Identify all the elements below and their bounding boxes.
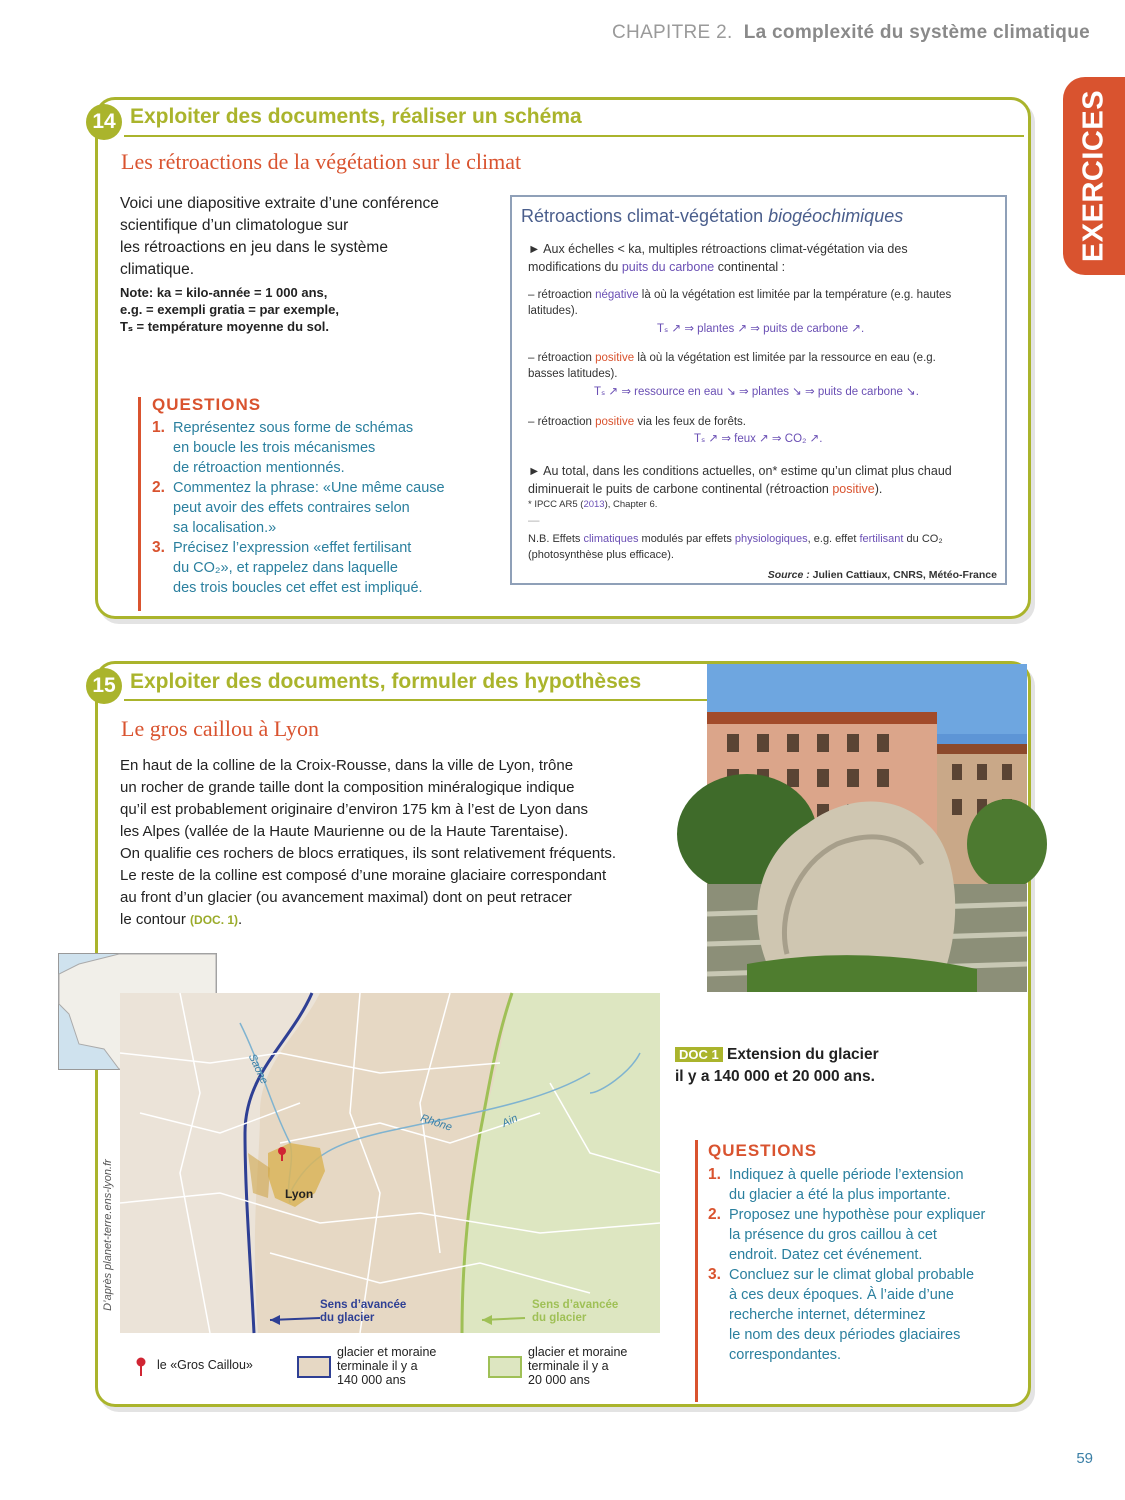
section-tab: EXERCICES xyxy=(1063,77,1125,275)
legend-green-swatch xyxy=(488,1356,522,1378)
slide-intro: ► Aux échelles < ka, multiples rétroactions climat-végétation via des modifications du puits du carbone continental : xyxy=(528,242,908,274)
ain-label: Ain xyxy=(500,1112,520,1130)
question-item: 2. Commentez la phrase: «Une même cause peut avoir des effets contraires selon sa localisation.» xyxy=(152,479,445,536)
exercise-14-subtitle: Les rétroactions de la végétation sur le climat xyxy=(121,149,522,174)
slide-formula: Tₛ ↗ ⇒ plantes ↗ ⇒ puits de carbone ↗. xyxy=(657,323,865,335)
slide-total: ► Au total, dans les conditions actuelles, on* estime qu’un climat plus chaud diminuerait le puits de carbone continental (rétroaction positive). xyxy=(528,464,952,496)
slide-positive-feedback-fire: – rétroaction positive via les feux de forêts. xyxy=(528,416,746,428)
slide-positive-feedback-water: – rétroaction positive là où la végétation est limitée par la ressource en eau (e.g. basses latitudes). xyxy=(528,352,936,380)
exercise-15-body: En haut de la colline de la Croix-Rousse, dans la ville de Lyon, trône un rocher de grande taille dont la composition minéralogique indique qu’il est probablement originaire d’environ 175 km à l’est de Lyon dans les Alpes (vallée de la Haute Maurienne ou de la Haute Tarentaise). On qualifie ces rochers de blocs erratiques, ils sont relativement fréquents. Le reste de la colline est composé d’une moraine glaciaire correspondant au front d’un glacier (ou avancement maximal) dont on peut retracer le contour (DOC. 1). xyxy=(120,757,617,928)
pin-icon xyxy=(135,1357,147,1377)
legend-green-label: glacier et moraine terminale il y a 20 000 ans xyxy=(528,1345,628,1387)
chapter-number: CHAPITRE 2. xyxy=(612,22,733,43)
saone-label: Saône xyxy=(245,1052,271,1086)
glacier-extent-map xyxy=(101,993,660,1333)
doc1-caption: DOC 1 Extension du glacier il y a 140 000 et 20 000 ans. xyxy=(675,1046,879,1085)
legend-pin-label: le «Gros Caillou» xyxy=(157,1358,253,1372)
questions-title: QUESTIONS xyxy=(152,395,262,414)
slide-title: Rétroactions climat-végétation biogéochimiques xyxy=(521,206,904,226)
slide-source: Source : Julien Cattiaux, CNRS, Météo-France xyxy=(767,569,997,581)
exercise-14-number: 14 xyxy=(86,104,122,140)
question-item: 1. Indiquez à quelle période l’extension du glacier a été la plus importante. xyxy=(708,1166,964,1203)
chapter-header xyxy=(612,22,1090,44)
slide-nb: N.B. Effets climatiques modulés par effets physiologiques, e.g. effet fertilisant du CO₂ (photosynthèse plus efficace). xyxy=(528,533,943,561)
exercise-14-questions xyxy=(152,418,492,598)
slide-footnote: * IPCC AR5 (2013), Chapter 6. xyxy=(528,499,658,510)
slide-formula: Tₛ ↗ ⇒ ressource en eau ↘ ⇒ plantes ↘ ⇒ puits de carbone ↘. xyxy=(594,386,919,398)
slide-separator: — xyxy=(528,515,540,527)
question-item: 3. Précisez l’expression «effet fertilisant du CO₂», et rappelez dans laquelle des trois boucles cet effet est impliqué. xyxy=(152,539,423,596)
lyon-label: Lyon xyxy=(285,1187,314,1201)
title-underline xyxy=(124,135,1024,137)
questions-bar xyxy=(695,1140,698,1402)
doc1-label: DOC 1 xyxy=(675,1047,723,1062)
exercise-14-title: Exploiter des documents, réaliser un schéma xyxy=(130,105,582,128)
legend-blue-swatch xyxy=(297,1356,331,1378)
slide-negative-feedback: – rétroaction négative là où la végétation est limitée par la température (e.g. hautes latitudes). xyxy=(528,289,952,317)
map-svg xyxy=(120,993,660,1333)
exercise-14-intro: Voici une diapositive extraite d’une conférence scientifique d’un climatologue sur les rétroactions en jeu dans le système climatique. xyxy=(120,195,439,278)
blue-arrow-label: Sens d’avancée du glacier xyxy=(320,1299,407,1324)
exercise-15-number: 15 xyxy=(86,668,122,704)
question-item: 2. Proposez une hypothèse pour expliquer la présence du gros caillou à cet endroit. Datez cet événement. xyxy=(708,1206,986,1263)
questions-bar xyxy=(138,397,141,611)
title-underline xyxy=(124,699,707,701)
questions-title: QUESTIONS xyxy=(708,1141,818,1160)
question-item: 3. Concluez sur le climat global probable à ces deux époques. À l’aide d’une recherche internet, déterminez le nom des deux périodes glaciaires correspondantes. xyxy=(708,1266,975,1363)
map-credit: D’après planet-terre.ens-lyon.fr xyxy=(101,1159,114,1311)
page-number: 59 xyxy=(1076,1450,1093,1467)
slide-formula: Tₛ ↗ ⇒ feux ↗ ⇒ CO₂ ↗. xyxy=(694,433,823,445)
exercise-15-questions xyxy=(708,1165,1018,1365)
conference-slide xyxy=(510,195,1007,585)
exercise-15-title: Exploiter des documents, formuler des hypothèses xyxy=(130,670,642,693)
exercise-15-subtitle: Le gros caillou à Lyon xyxy=(121,716,319,741)
chapter-title: La complexité du système climatique xyxy=(743,22,1090,43)
exercise-14-notes: Note: ka = kilo-année = 1 000 ans, e.g. = exempli gratia = par exemple, Tₛ = température moyenne du sol. xyxy=(120,285,339,334)
green-arrow-label: Sens d’avancée du glacier xyxy=(532,1299,619,1324)
question-item: 1. Représentez sous forme de schémas en boucle les trois mécanismes de rétroaction mentionnés. xyxy=(152,419,414,476)
rhone-label: Rhône xyxy=(418,1112,454,1134)
gros-caillou-photo xyxy=(707,664,1027,992)
legend-blue-label: glacier et moraine terminale il y a 140 000 ans xyxy=(337,1345,437,1387)
